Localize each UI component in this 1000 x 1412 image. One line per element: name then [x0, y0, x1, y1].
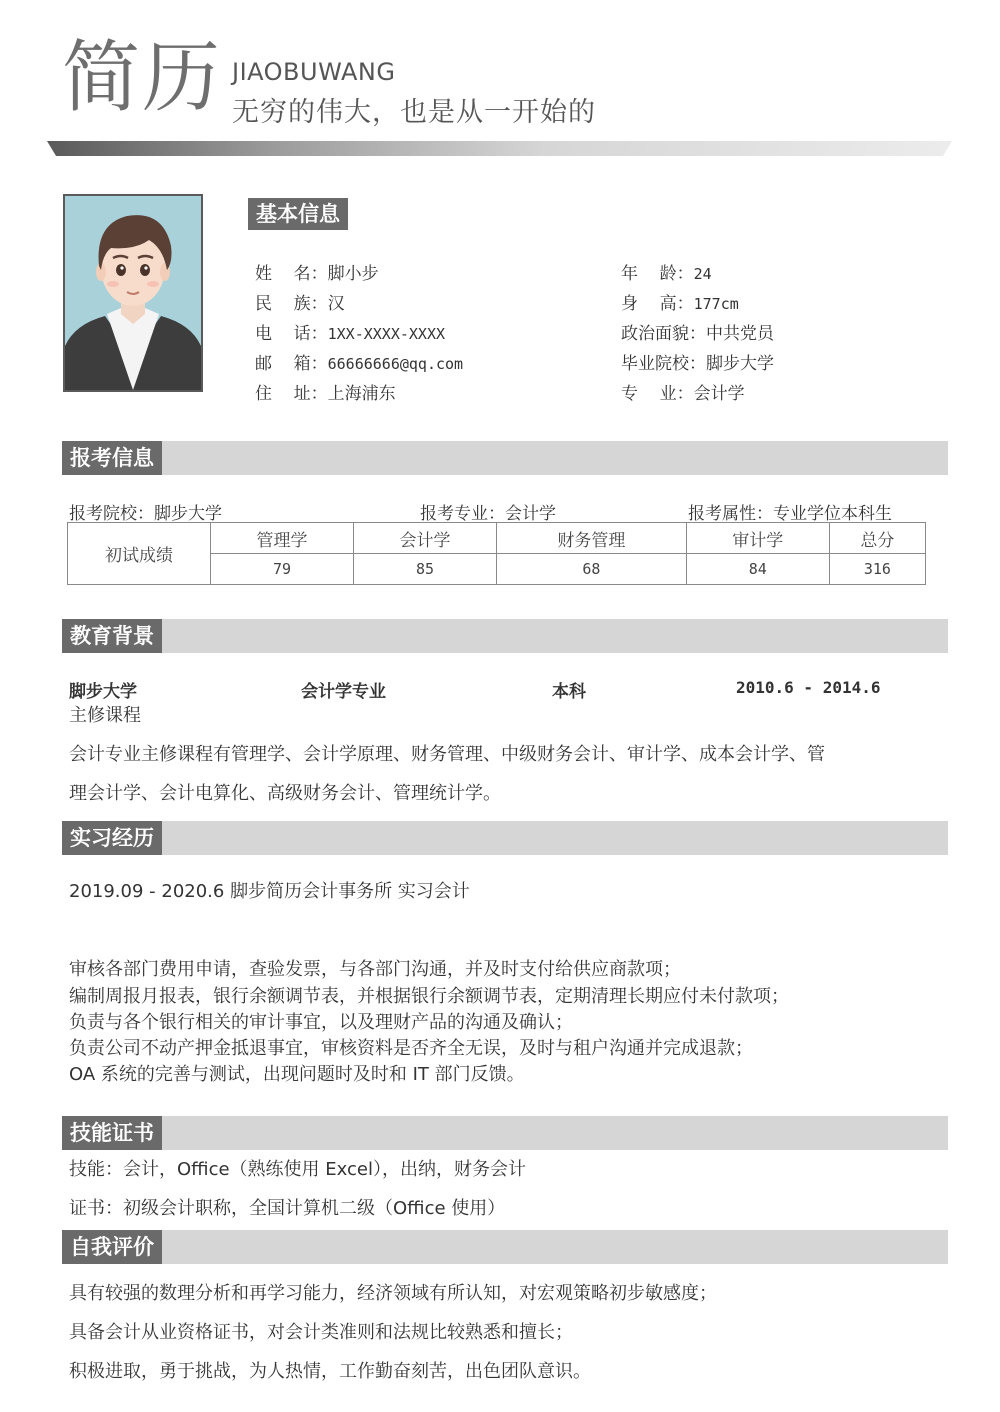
self-eval-line: 具有较强的数理分析和再学习能力，经济领域有所认知，对宏观策略初步敏感度； [69, 1283, 717, 1304]
section-heading-internship: 实习经历 [62, 821, 162, 855]
info-phone: 电 话：1XX-XXXX-XXXX [255, 324, 446, 344]
info-major: 专 业：会计学 [621, 384, 745, 404]
score-subject: 总分 [829, 523, 925, 554]
section-heading-education: 教育背景 [62, 619, 162, 653]
score-value: 79 [211, 554, 354, 585]
avatar-illustration [65, 196, 201, 390]
info-ethnicity: 民 族：汉 [255, 294, 345, 314]
score-value: 84 [686, 554, 829, 585]
courses-line: 会计专业主修课程有管理学、会计学原理、财务管理、中级财务会计、审计学、成本会计学、管 [69, 744, 825, 765]
cert-line: 证书：初级会计职称，全国计算机二级（Office 使用） [69, 1198, 506, 1219]
score-row-label: 初试成绩 [68, 523, 211, 585]
info-email: 邮 箱：66666666@qq.com [255, 354, 464, 374]
edu-major: 会计学专业 [301, 682, 386, 702]
score-subject: 财务管理 [497, 523, 687, 554]
score-subject: 管理学 [211, 523, 354, 554]
duty-item: 负责公司不动产押金抵退事宜，审核资料是否齐全无误，及时与租户沟通并完成退款； [69, 1038, 753, 1059]
duty-item: 编制周报月报表，银行余额调节表，并根据银行余额调节表，定期清理长期应付未付款项； [69, 986, 789, 1007]
slogan: 无穷的伟大，也是从一开始的 [232, 97, 596, 128]
score-value: 85 [354, 554, 497, 585]
exam-school: 报考院校：脚步大学 [69, 504, 222, 524]
score-value: 68 [497, 554, 687, 585]
resume-title: 简历 [62, 33, 223, 123]
section-heading-exam: 报考信息 [62, 441, 162, 475]
section-band-exam [62, 441, 948, 475]
skills-line: 技能：会计，Office（熟练使用 Excel），出纳，财务会计 [69, 1159, 526, 1180]
internship-summary: 2019.09 - 2020.6 脚步简历会计事务所 实习会计 [69, 881, 470, 902]
section-band-internship [62, 821, 948, 855]
score-subject: 会计学 [354, 523, 497, 554]
profile-photo [63, 194, 203, 392]
info-height: 身 高：177cm [621, 294, 739, 314]
info-age: 年 龄：24 [621, 264, 712, 284]
info-address: 住 址：上海浦东 [255, 384, 396, 404]
exam-type: 报考属性：专业学位本科生 [688, 504, 892, 524]
edu-period: 2010.6 - 2014.6 [736, 678, 881, 697]
section-band-skills [62, 1116, 948, 1150]
exam-major: 报考专业：会计学 [420, 504, 556, 524]
section-band-education [62, 619, 948, 653]
duty-item: 负责与各个银行相关的审计事宜，以及理财产品的沟通及确认； [69, 1012, 573, 1033]
section-heading-basic: 基本信息 [248, 198, 348, 230]
score-table [67, 522, 926, 585]
section-band-self [62, 1230, 948, 1264]
subtitle-en: JIAOBUWANG [232, 58, 396, 86]
section-heading-self: 自我评价 [62, 1230, 162, 1264]
score-subject: 审计学 [686, 523, 829, 554]
info-political-status: 政治面貌：中共党员 [621, 324, 774, 344]
self-eval-line: 具备会计从业资格证书，对会计类准则和法规比较熟悉和擅长； [69, 1322, 573, 1343]
courses-title: 主修课程 [69, 705, 141, 726]
edu-degree: 本科 [552, 682, 586, 702]
info-name: 姓 名：脚小步 [255, 264, 379, 284]
self-eval-line: 积极进取，勇于挑战，为人热情，工作勤奋刻苦，出色团队意识。 [69, 1361, 591, 1382]
info-graduate-school: 毕业院校：脚步大学 [621, 354, 774, 374]
score-value: 316 [829, 554, 925, 585]
duty-item: 审核各部门费用申请，查验发票，与各部门沟通，并及时支付给供应商款项； [69, 959, 681, 980]
courses-line: 理会计学、会计电算化、高级财务会计、管理统计学。 [69, 783, 501, 804]
header-divider [47, 141, 952, 156]
duty-item: OA 系统的完善与测试，出现问题时及时和 IT 部门反馈。 [69, 1064, 525, 1085]
section-heading-skills: 技能证书 [62, 1116, 162, 1150]
edu-school: 脚步大学 [69, 682, 137, 702]
table-row [68, 523, 926, 554]
